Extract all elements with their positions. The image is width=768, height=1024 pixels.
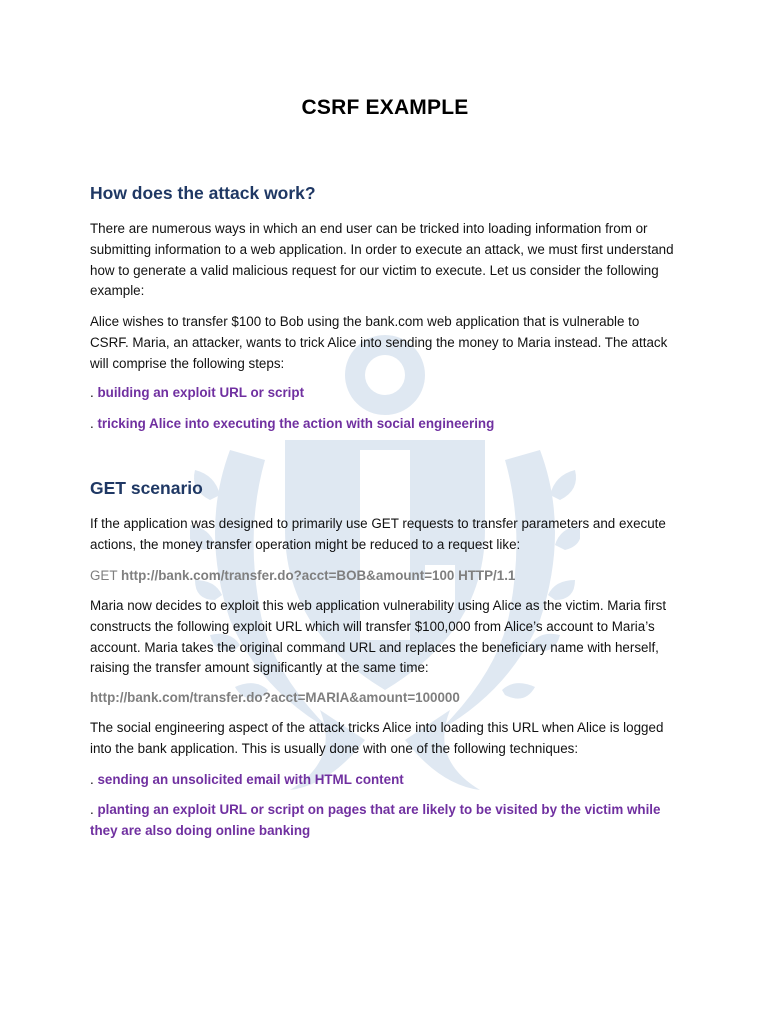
code-get-request <box>90 566 680 587</box>
bullet-text: tricking Alice into executing the action with social engineering <box>93 416 495 431</box>
bullet-dot: . <box>90 772 94 787</box>
code-url: http://bank.com/transfer.do?acct=BOB&amount=100 HTTP/1.1 <box>121 568 516 583</box>
paragraph-intro: There are numerous ways in which an end user can be tricked into loading information from or submitting information to a web application. In order to execute an attack, we must first understand how to generate a valid malicious request for our victim to execute. Let us consider the following example: <box>90 221 674 299</box>
bullet-dot: . <box>90 385 94 400</box>
list-item <box>90 800 680 842</box>
paragraph-exploit: Maria now decides to exploit this web application vulnerability using Alice as the victim. Maria first constructs the following exploit URL which will transfer $100,000 from Alice’s account to Maria’s account. Maria takes the original command URL and replaces the beneficiary name with herself, raising the transfer amount significantly at the same time: <box>90 598 667 676</box>
paragraph-scenario: Alice wishes to transfer $100 to Bob using the bank.com web application that is vulnerable to CSRF. Maria, an attacker, wants to trick Alice into sending the money to Maria instead. The attack will comprise the following steps: <box>90 314 668 371</box>
document-title: CSRF EXAMPLE <box>301 96 469 119</box>
code-method: GET <box>90 568 122 583</box>
bullet-text: building an exploit URL or script <box>93 385 305 400</box>
section-heading-attack: How does the attack work? <box>90 183 316 203</box>
list-item <box>90 770 680 791</box>
bullet-text: sending an unsolicited email with HTML content <box>93 772 404 787</box>
list-item <box>90 414 680 435</box>
bullet-dot: . <box>90 416 94 431</box>
list-item <box>90 383 680 404</box>
paragraph-social-engineering: The social engineering aspect of the attack tricks Alice into loading this URL when Alice is logged into the bank application. This is usually done with one of the following techniques: <box>90 720 664 756</box>
code-exploit-url: http://bank.com/transfer.do?acct=MARIA&amount=100000 <box>90 690 460 705</box>
section-heading-get: GET scenario <box>90 478 203 498</box>
paragraph-get-intro: If the application was designed to primarily use GET requests to transfer parameters and execute actions, the money transfer operation might be reduced to a request like: <box>90 516 666 552</box>
bullet-text: planting an exploit URL or script on pages that are likely to be visited by the victim while they are also doing online banking <box>90 802 661 838</box>
bullet-dot: . <box>90 802 94 817</box>
